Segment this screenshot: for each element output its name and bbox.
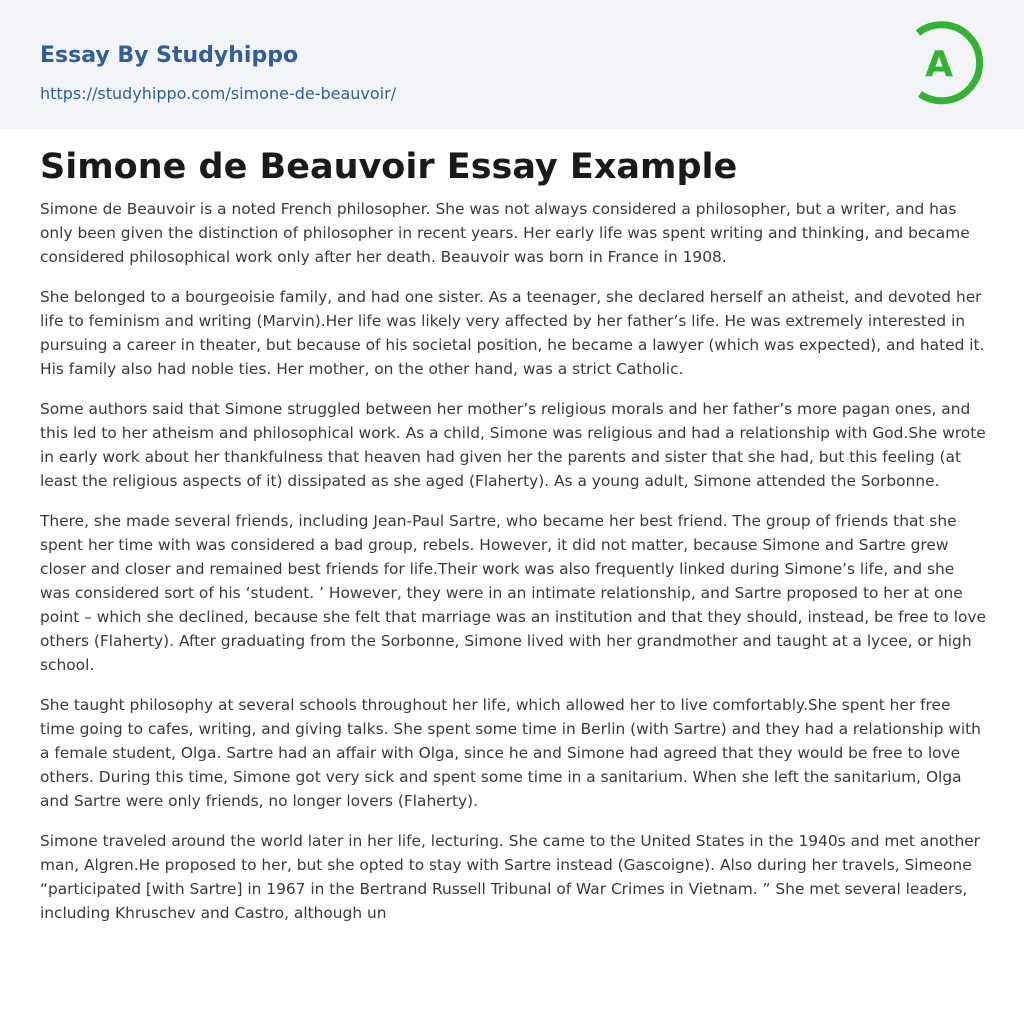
page-title: Simone de Beauvoir Essay Example (40, 147, 738, 187)
logo-letter: A (925, 44, 953, 85)
site-header (0, 0, 1024, 129)
site-title[interactable]: Essay By Studyhippo (40, 43, 299, 68)
article-paragraph: She taught philosophy at several schools throughout her life, which allowed her to live comfortably.She spent her free time going to cafes, writing, and giving talks. She spent some time in Berlin (with Sartre) and they had a relationship with a female student, Olga. Sartre had an affair with Olga, since he and Simone had agreed that they would be free to love others. During this time, Simone got very sick and spent some time in a sanitarium. When she left the sanitarium, Olga and Sartre were only friends, no longer lovers (Flaherty). (40, 696, 981, 810)
article-paragraph: Simone traveled around the world later in her life, lecturing. She came to the United States in the 1940s and met another man, Algren.He proposed to her, but she opted to stay with Sartre instead (Gascoigne). Also during her travels, Simeone “participated [with Sartre] in 1967 in the Bertrand Russell Tribunal of War Crimes in Vietnam. ” She met several leaders, including Khruschev and Castro, although un (40, 832, 981, 922)
article-paragraph: There, she made several friends, including Jean-Paul Sartre, who became her best friend. The group of friends that she spent her time with was considered a bad group, rebels. However, it did not matter, because Simone and Sartre grew closer and closer and remained best friends for life.Their work was also frequently linked during Simone’s life, and she was considered sort of his ‘student. ’ However, they were in an intimate relationship, and Sartre proposed to her at one point – which she declined, because she felt that marriage was an institution and that they should, instead, be free to love others (Flaherty). After graduating from the Sorbonne, Simone lived with her grandmother and taught at a lycee, or high school. (40, 512, 986, 674)
article-paragraph: She belonged to a bourgeoisie family, and had one sister. As a teenager, she declared herself an atheist, and devoted her life to feminism and writing (Marvin).Her life was likely very affected by her father’s life. He was extremely interested in pursuing a career in theater, but because of his societal position, he became a lawyer (which was expected), and hated it. His family also had noble ties. Her mother, on the other hand, was a strict Catholic. (40, 288, 985, 378)
article-paragraph: Simone de Beauvoir is a noted French philosopher. She was not always considered a philosopher, but a writer, and has only been given the distinction of philosopher in recent years. Her early life was spent writing and thinking, and became considered philosophical work only after her death. Beauvoir was born in France in 1908. (40, 200, 970, 266)
article (40, 143, 986, 941)
studyhippo-logo-icon[interactable] (908, 19, 988, 107)
article-paragraph: Some authors said that Simone struggled between her mother’s religious morals and her father’s more pagan ones, and this led to her atheism and philosophical work. As a child, Simone was religious and had a relationship with God.She wrote in early work about her thankfulness that heaven had given her the parents and sister that she had, but this feeling (at least the religious aspects of it) dissipated as she aged (Flaherty). As a young adult, Simone attended the Sorbonne. (40, 400, 986, 490)
source-url-link[interactable]: https://studyhippo.com/simone-de-beauvoir/ (40, 84, 397, 103)
